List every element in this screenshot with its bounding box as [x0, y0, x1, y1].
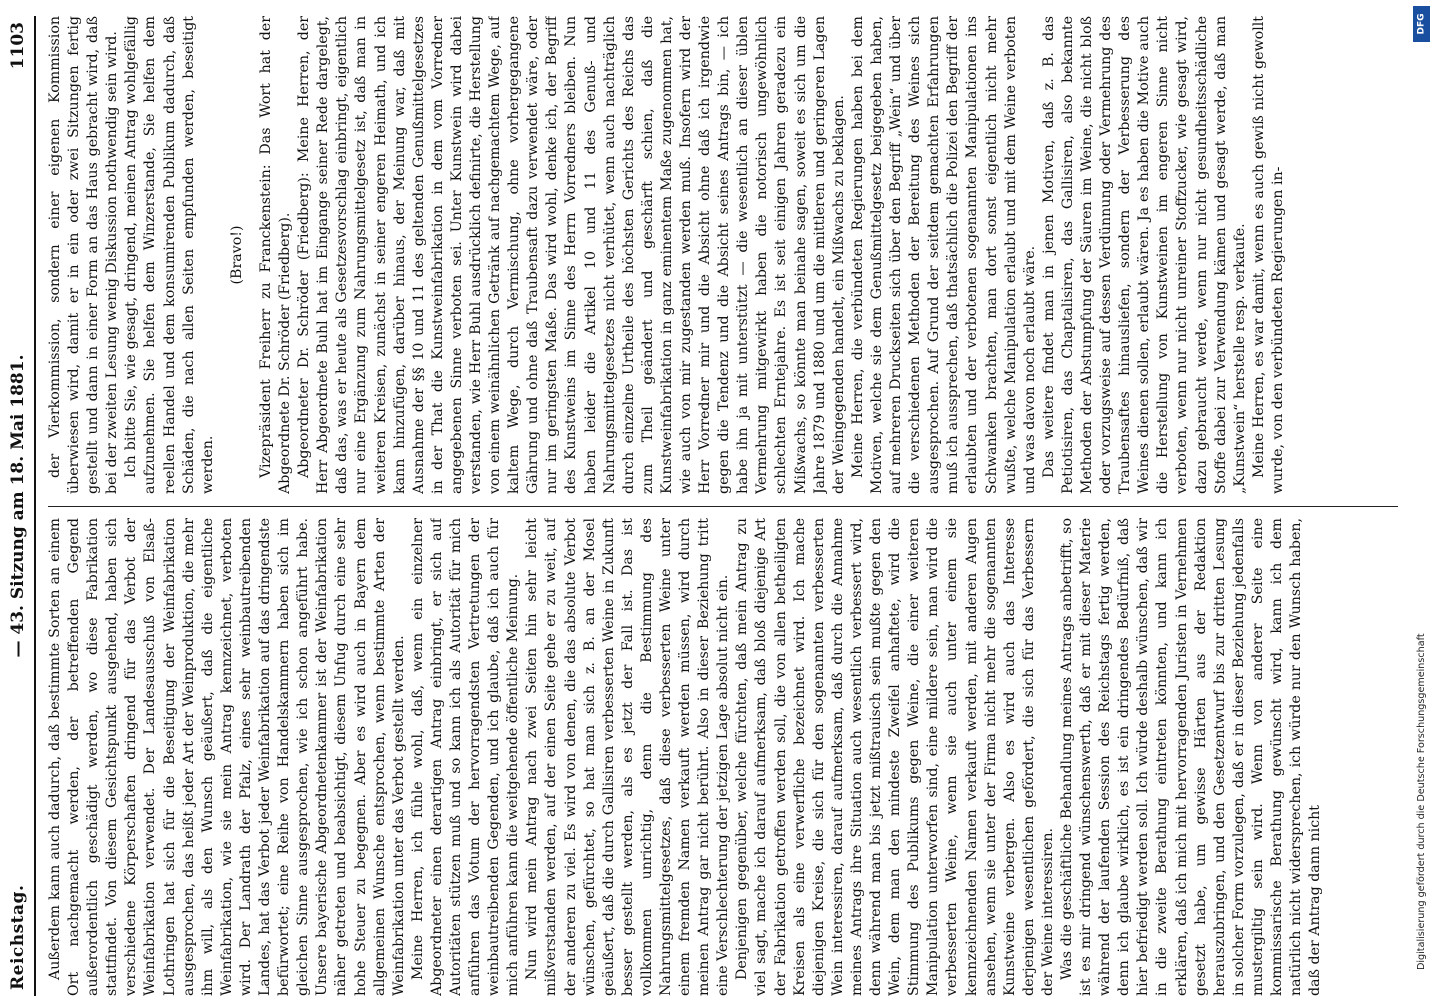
left-column [46, 518, 1401, 996]
header-title: — 43. Sitzung am 18. Mai 1881. [8, 354, 28, 658]
paragraph: Vizepräsident Freiherr zu Franckenstein: Das Wort hat der Abgeordnete Dr. Schröder (Friedberg). [257, 16, 294, 494]
running-head [8, 16, 36, 996]
paragraph: Denjenigen gegenüber, welche fürchten, daß mein Antrag zu viel sagt, mache ich darauf aufmerksam, daß bloß diejenige Art der Fabrikation getroffen werden soll, die von allen betheiligten Kreisen als eine verwerfliche bezeichnet wird. Ich mache diejenigen Kreise, die sich für den sogenannten verbesserten Wein interessiren, darauf aufmerksam, daß durch die Annahme meines Antrags ihre Situation auch wesentlich verbessert wird, denn während man bis jetzt mißtrauisch sein mußte gegen den Wein, dem man den mindeste Zweifel anhaftete, wird die Stimmung des Publikums gegen Weine, die einer weiteren Manipulation unterworfen sind, eine mildere sein, man wird die verbesserten Weine, wenn sie auch unter einem sie kennzeichnenden Namen verkauft werden, mit anderen Augen ansehen, wenn sie unter der Firma nicht mehr die sogenannten Kunstweine verbergen. Also es wird auch das Interesse derjenigen wesentlichen gefördert, die sich für das Verbessern der Weine interessiren. [734, 518, 1056, 996]
paragraph: Meine Herren, es war damit, wenn es auch gewiß nicht gewollt wurde, von den verbündeten Regierungen in- [1250, 16, 1286, 494]
digitization-credit: Digitalisierung gefördert durch die Deutsche Forschungsgemeinschaft [1416, 633, 1427, 970]
paragraph: Das weitere findet man in jenen Motiven, daß z. B. das Petiotisiren, das Chaptalisiren, das Gallisiren, also bekannte Methoden der Abstumpfung der Säuren im Weine, die nicht bloß oder vorzugsweise auf dessen Verdünnung oder Vermehrung des Traubensaftes hinausliefen, sondern der Verbesserung des Weines dienen sollen, erlaubt wären. Ja es haben die Motive auch die Herstellung von Kunstweinen im engeren Sinne nicht verboten, wenn nur nicht unreiner Stoffzucker, wie gesagt wird, dazu gebraucht werde, wenn nur nicht gesundheitsschädliche Stoffe dabei zur Verwendung kämen und gesagt werde, daß man „Kunstwein“ herstelle resp. verkaufe. [1040, 16, 1248, 494]
right-column [46, 16, 1401, 494]
paragraph: Ich bitte Sie, wie gesagt, dringend, meinen Antrag wohlgefällig aufzunehmen. Sie helfen dem Winzerstande, Sie helfen dem reellen Handel und dem konsumirenden Publikum dadurch, daß Schäden, die nach allen Seiten empfunden werden, beseitigt werden. [123, 16, 216, 494]
paragraph: Meine Herren, ich fühle wohl, daß, wenn ein einzelner Abgeordneter einen derartigen Antrag einbringt, er sich auf Autoritäten stützen muß und so kann ich als Autorität für mich anführen das Votum der hervorragendsten Vertretungen der weinbautreibenden Gegenden, und ich glaube, daß ich auch für mich anführen kann die weitgehende öffentliche Meinung. [409, 518, 522, 996]
rotated-page [8, 16, 1413, 996]
page-number: 1103 [8, 22, 28, 70]
paragraph: der Vierkommission, sondern einer eigenen Kommission überwiesen wird, damit er in ein oder zwei Sitzungen fertig gestellt und dann in einer Form an das Haus gebracht wird, daß bei der zweiten Lesung wenig Diskussion nothwendig sein wird. [47, 16, 121, 494]
column-divider [48, 506, 1398, 507]
paragraph: Was die geschäftliche Behandlung meines Antrags anbetrifft, so ist es mir dringend wünschenswerth, daß er mit dieser Materie während der laufenden Session des Reichstags fertig werden, denn ich glaube wirklich, es ist ein dringendes Bedürfniß, daß hier befriedigt werden soll. Ich würde deshalb wünschen, daß wir in die zweite Berathung eintreten könnten, und kann ich erklären, daß ich mich mit hervorragenden Juristen in Vernehmen gesetzt habe, um gewisse Härten aus der Redaktion herauszubringen, und den Gesetzentwurf bis zur dritten Lesung in solcher Form vorzulegen, daß er in dieser Beziehung jedenfalls mustergiltig sein wird. Wenn von anderer Seite eine kommissarische Berathung gewünscht wird, kann ich dem natürlich nicht widersprechen, ich würde nur den Wunsch haben, daß der Antrag dann nicht [1058, 518, 1324, 996]
applause-note: (Bravo!) [228, 225, 245, 285]
header-left: Reichstag. [8, 884, 28, 990]
dfg-logo: DFG [1413, 6, 1430, 42]
paragraph: Meine Herren, die verbündeten Regierungen haben bei dem Motiven, welche sie dem Genußmittelgesetz beigegeben haben, auf mehreren Druckseiten sich über den Begriff „Wein“ und über die verschiedenen Methoden der Bereitung des Weines sich ausgesprochen. Auf Grund der seitdem gemachten Erfahrungen muß ich aussprechen, daß thatsächlich die Polizei den Begriff der erlaubten und der verbotenen sogenannten Manipulationen ins Schwanken brachten, man dort sonst eigentlich nicht mehr wußte, welche Manipulation erlaubt und mit dem Weine verboten und was davon noch erlaubt wäre. [849, 16, 1038, 494]
paragraph: Abgeordneter Dr. Schröder (Friedberg): Meine Herren, der Herr Abgeordnete Buhl hat im Eingange seiner Rede dargelegt, daß das, was er heute als Gesetzesvorschlag einbringt, eigentlich nur eine Ergänzung zum Nahrungsmittelgesetz ist, daß man in weiteren Kreisen, zunächst in seiner engeren Heimath, und ich kann hinzufügen, darüber hinaus, der Meinung war, daß mit Ausnahme der §§ 10 und 11 des geltenden Genußmittelgesetzes in der That die Kunstweinfabrikation in dem vom Vorredner angegebenen Sinne verboten sei. Unter Kunstwein wird dabei verstanden, wie Herr Buhl ausdrücklich definirte, die Herstellung von einem weinähnlichen Getränk auf nachgemachtem Wege, auf kaltem Wege, durch Vermischung, ohne vorhergegangene Gährung und ohne daß Traubensaft dazu verwendet wäre, oder nur im geringsten Maße. Das wird wohl, denke ich, der Begriff des Kunstweins im Sinne des Herrn Vorredners bleiben. Nun haben leider die Artikel 10 und 11 des Genuß- und Nahrungsmittelgesetzes nicht verhütet, wenn auch nachträglich durch einzelne Urtheile des höchsten Gerichts des Reichs das zum Theil geändert und geschärft schien, daß die Kunstweinfabrikation in ganz eminentem Maße zugenommen hat, wie auch von mir zugestanden werden muß. Insofern wird der Herr Vorredner mir und die Absicht ohne daß ich irgendwie gegen die Tendenz und die Absicht seines Antrags bin, — ich habe ihn ja mit unterstützt — die wesentlich an dieser üblen Vermehrung mitgewirkt haben die notorisch ungewöhnlich schlechten Erntejahre. Es ist seit einigen Jahren geradezu ein Mißwachs, so könnte man beinahe sagen, soweit es sich um die Jahre 1879 und 1880 und um die mittleren und geringeren Lagen der Weingegenden handelt, ein Mißwachs zu beklagen. [296, 16, 847, 494]
paragraph: Nun wird mein Antrag nach zwei Seiten hin sehr leicht mißverstanden werden, auf der einen Seite gehe er zu weit, auf der anderen zu viel. Es wird von denen, die das absolute Verbot wünschen, gefürchtet, so hat man sich z. B. an der Mosel geäußert, daß die durch Gallisiren verbesserten Weine in Zukunft besser gestellt werden, als es jetzt der Fall ist. Das ist vollkommen unrichtig, denn die Bestimmung des Nahrungsmittelgesetzes, daß diese verbesserten Weine unter einem fremden Namen verkauft werden müssen, wird durch meinen Antrag gar nicht berührt. Also in dieser Beziehung tritt eine Verschlechterung der jetzigen Lage absolut nicht ein. [524, 518, 732, 996]
paragraph: Außerdem kann auch dadurch, daß bestimmte Sorten an einem Ort nachgemacht werden, der betreffenden Gegend außerordentlich geschädigt werden, wo diese Fabrikation stattfindet. Von diesem Gesichtspunkt ausgehend, haben sich verschiedene Körperschaften dringend für das Verbot der Weinfabrikation verwendet. Der Landesausschuß von Elsaß-Lothringen hat sich für die Beseitigung der Weinfabrikation ausgesprochen, das heißt jeder Art der Weinproduktion, die mehr ihm will, als den Wunsch geäußert, daß die eigentliche Weinfabrikation, wie sie mein Antrag kennzeichnet, verboten wird. Der Landrath der Pfalz, eines sehr weinbautreibenden Landes, hat das Verbot jeder Weinfabrikation auf das dringendste befürwortet; eine Reihe von Handelskammern haben sich im gleichen Sinne ausgesprochen, wie ich schon angeführt habe. Unsere bayerische Abgeordnetenkammer ist der Weinfabrikation näher getreten und beabsichtigt, diesem Unfug durch eine sehr hohe Steuer zu begegnen. Aber es wird auch in Bayern dem allgemeinen Wunsche entsprochen, wenn bestimmte Arten der Weinfabrikation unter das Verbot gestellt werden. [47, 518, 407, 996]
